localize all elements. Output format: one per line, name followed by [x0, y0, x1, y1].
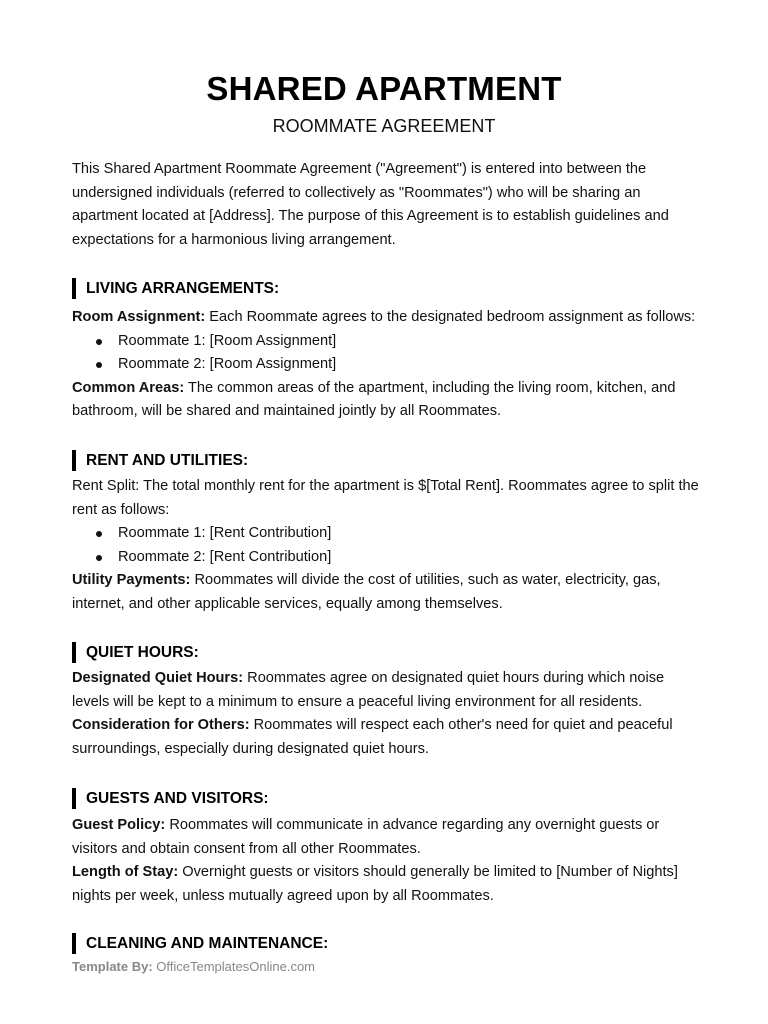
template-credit-site: OfficeTemplatesOnline.com [152, 959, 316, 974]
list-item: Roommate 1: [Rent Contribution] [72, 522, 702, 546]
section-heading-quiet-hours: QUIET HOURS: [72, 642, 199, 663]
section-heading-guests-and-visitors: GUESTS AND VISITORS: [72, 788, 269, 809]
consideration-text: Roommates will respect each other's need for quiet and peaceful surroundings, especially during designated quiet hours. [72, 717, 673, 757]
section-quiet-hours [72, 667, 702, 761]
utility-payments-label: Utility Payments: [72, 572, 191, 588]
guest-policy-paragraph [72, 814, 702, 861]
document-title: SHARED APARTMENT [206, 70, 562, 107]
list-item: Roommate 2: [Rent Contribution] [72, 546, 702, 570]
guest-policy-text: Roommates will communicate in advance regarding any overnight guests or visitors and obtain consent from all other Roommates. [72, 817, 660, 857]
designated-quiet-hours-label: Designated Quiet Hours: [72, 670, 244, 686]
room-assignment-label: Room Assignment: [72, 309, 206, 325]
rent-contribution-list [72, 522, 702, 569]
length-of-stay-label: Length of Stay: [72, 864, 179, 880]
list-item: Roommate 2: [Room Assignment] [72, 353, 702, 377]
common-areas-label: Common Areas: [72, 379, 185, 396]
intro-paragraph: This Shared Apartment Roommate Agreement ("Agreement") is entered into between the undersigned individuals (referred to collectively as "Roommates") who will be sharing an apartment located at [Address]. The purpose of this Agreement is to establish guidelines and expectations for a harmonious living arrangement. [72, 161, 669, 248]
template-credit-label: Template By: [72, 959, 153, 974]
section-living-arrangements [72, 306, 702, 424]
guest-policy-label: Guest Policy: [72, 817, 166, 833]
template-credit [72, 959, 315, 974]
designated-quiet-hours-text: Roommates agree on designated quiet hours during which noise levels will be kept to a minimum to ensure a peaceful living environment for all residents. [72, 670, 665, 710]
room-assignment-list [72, 330, 702, 377]
rent-split-paragraph: Rent Split: The total monthly rent for the apartment is $[Total Rent]. Roommates agree to split the rent as follows: [72, 478, 699, 518]
consideration-label: Consideration for Others: [72, 717, 250, 733]
list-item: Roommate 1: [Room Assignment] [72, 330, 702, 354]
document-subtitle: ROOMMATE AGREEMENT [272, 116, 496, 136]
room-assignment-paragraph [72, 306, 702, 330]
utility-payments-text: Roommates will divide the cost of utilities, such as water, electricity, gas, internet, and other applicable services, equally among themselves. [72, 572, 661, 612]
length-of-stay-paragraph [72, 861, 702, 908]
room-assignment-text: Each Roommate agrees to the designated bedroom assignment as follows: [205, 309, 696, 325]
designated-quiet-hours-paragraph [72, 667, 702, 714]
consideration-paragraph [72, 714, 702, 761]
section-heading-living-arrangements: LIVING ARRANGEMENTS: [72, 278, 279, 299]
section-rent-and-utilities [72, 475, 702, 616]
length-of-stay-text: Overnight guests or visitors should generally be limited to [Number of Nights] nights per week, unless mutually agreed upon by all Roommates. [72, 864, 678, 904]
section-heading-rent-and-utilities: RENT AND UTILITIES: [72, 450, 248, 471]
utility-payments-paragraph [72, 569, 702, 616]
section-guests-and-visitors [72, 814, 702, 908]
common-areas-paragraph [72, 377, 702, 424]
section-heading-cleaning-and-maintenance: CLEANING AND MAINTENANCE: [72, 933, 328, 954]
common-areas-text: The common areas of the apartment, including the living room, kitchen, and bathroom, will be shared and maintained jointly by all Roommates. [72, 379, 676, 419]
